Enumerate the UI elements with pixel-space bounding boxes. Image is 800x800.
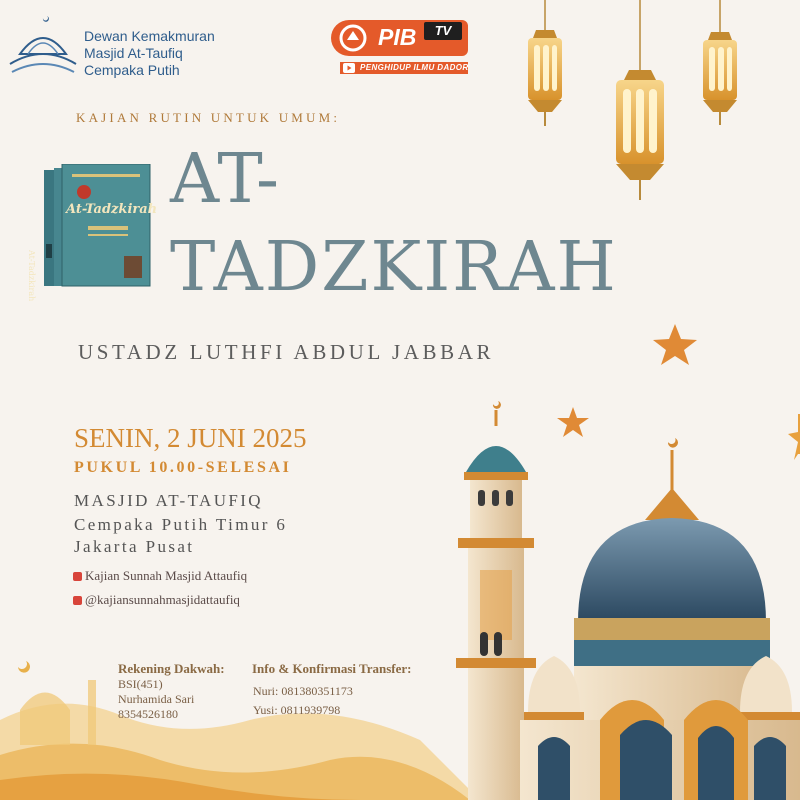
- small-mosque-icon: [0, 655, 120, 745]
- account-number: 8354526180: [118, 707, 178, 721]
- instagram-link[interactable]: [73, 568, 247, 584]
- account-name: Nurhamida Sari: [118, 692, 195, 706]
- event-time: PUKUL 10.00-SELESAI: [74, 459, 292, 476]
- account-bank: BSI(451): [118, 677, 163, 691]
- youtube-link[interactable]: [73, 592, 240, 608]
- book-spine-title: At-Tadzkirah: [27, 250, 36, 302]
- channel-tv-label: TV: [424, 22, 462, 40]
- channel-emblem-icon: [338, 23, 372, 53]
- instagram-icon: [73, 572, 82, 581]
- mosque-illustration: [450, 400, 800, 800]
- org-name-line3: Cempaka Putih: [84, 62, 180, 78]
- info-contact-1: Nuri: 081380351173: [253, 684, 353, 698]
- mosque-logo-icon: [6, 14, 80, 80]
- lanterns-icon: [510, 0, 760, 205]
- org-name-line2: Masjid At-Taufiq: [84, 45, 183, 61]
- instagram-handle: Kajian Sunnah Masjid Attaufiq: [85, 568, 248, 583]
- star-icon: [650, 322, 700, 366]
- channel-tagline: PENGHIDUP ILMU DADOR: [360, 63, 469, 72]
- account-heading: Rekening Dakwah:: [118, 661, 225, 676]
- event-title-line1: AT-: [170, 140, 281, 219]
- book-cover-image: [44, 164, 152, 288]
- book-title: At-Tadzkirah: [66, 202, 158, 217]
- venue-name: MASJID AT-TAUFIQ: [74, 491, 263, 510]
- youtube-icon: [73, 596, 82, 605]
- venue-city: Jakarta Pusat: [74, 537, 195, 556]
- info-contact-2: Yusi: 0811939798: [253, 703, 341, 717]
- event-subtitle: KAJIAN RUTIN UNTUK UMUM:: [76, 110, 341, 125]
- channel-name: PIB: [378, 24, 417, 50]
- org-name-line1: Dewan Kemakmuran: [84, 28, 215, 44]
- speaker-name: USTADZ LUTHFI ABDUL JABBAR: [78, 340, 495, 364]
- youtube-icon: [343, 63, 355, 73]
- info-heading: Info & Konfirmasi Transfer:: [252, 661, 412, 676]
- youtube-handle: @kajiansunnahmasjidattaufiq: [85, 592, 240, 607]
- event-date: SENIN, 2 JUNI 2025: [74, 423, 307, 453]
- event-title-line2: TADZKIRAH: [170, 228, 618, 307]
- venue-street: Cempaka Putih Timur 6: [74, 515, 288, 534]
